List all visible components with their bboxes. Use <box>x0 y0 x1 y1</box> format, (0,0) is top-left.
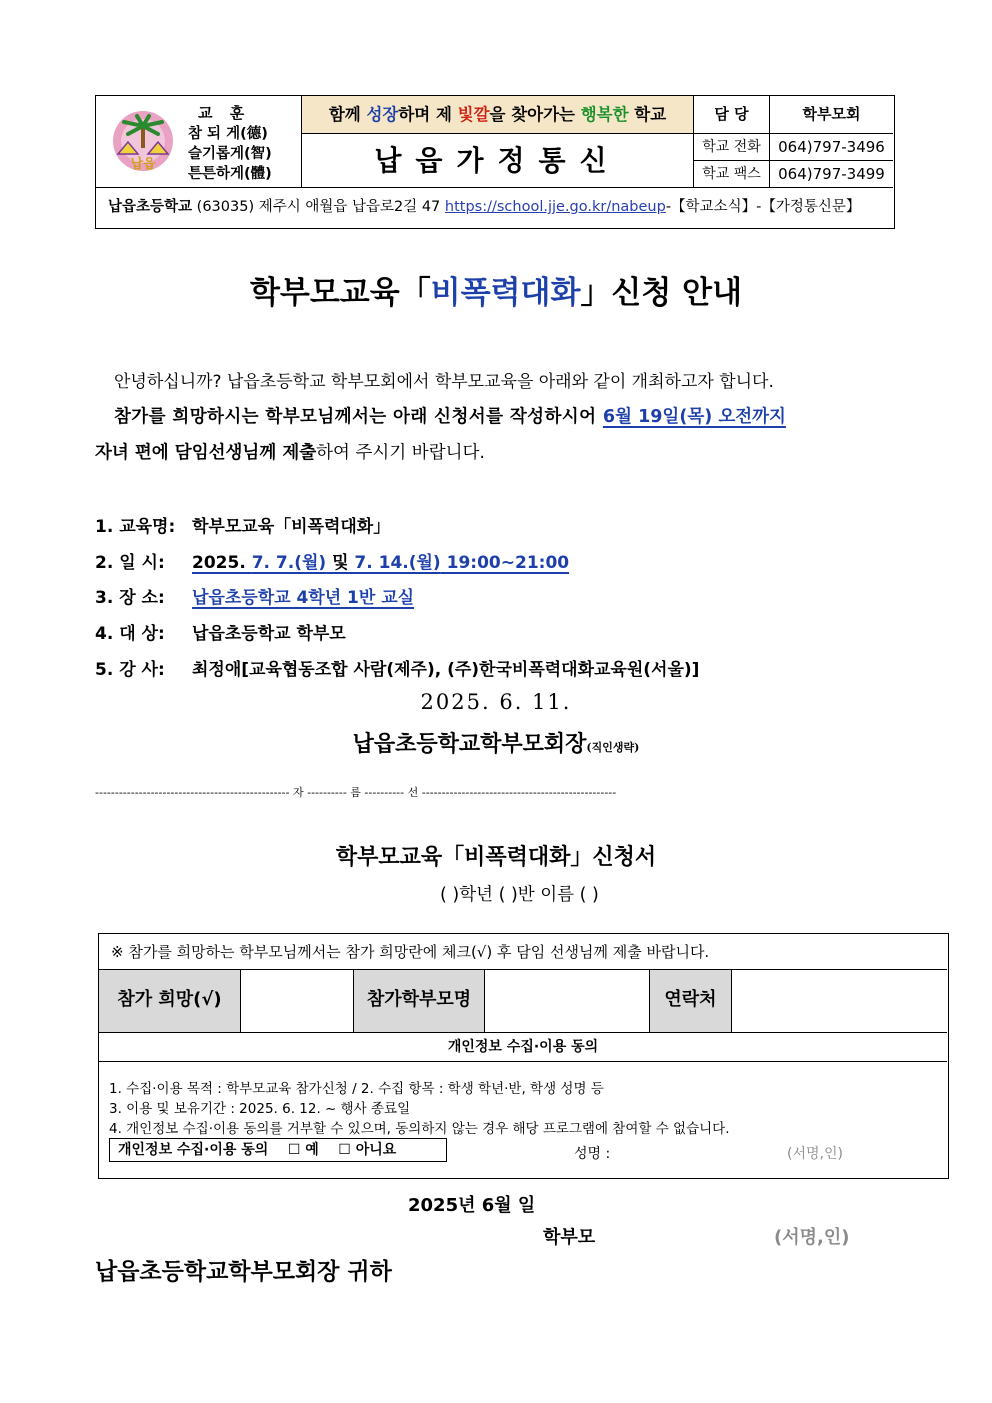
parent-signature-hint[interactable]: (서명,인) <box>774 1227 850 1248</box>
logo-text: 납읍 <box>130 157 156 172</box>
signature-label: 성명 : <box>574 1146 611 1162</box>
intro-line-1: 안녕하십니까? 납읍초등학교 학부모회에서 학부모교육을 아래와 같이 개최하고자 합니다. <box>114 372 774 392</box>
item-schedule: 2. 일 시:2025. 7. 7.(월) 및 7. 14.(월) 19:00~21:00 <box>95 553 570 573</box>
privacy-line: 4. 개인정보 수집·이용 동의를 거부할 수 있으며, 동의하지 않는 경우 해당 프로그램에 참여할 수 없습니다. <box>109 1121 730 1137</box>
url-suffix: -【학교소식】-【가정통신문】 <box>665 199 861 215</box>
contact-label: 연락처 <box>650 970 732 1032</box>
motto-title: 교 훈 <box>198 104 251 122</box>
item-course-name: 1. 교육명:학부모교육「비폭력대화」 <box>95 517 391 537</box>
item-location: 3. 장 소:납읍초등학교 4학년 1반 교실 <box>95 588 415 608</box>
phone-value: 064)797-3496 <box>778 138 885 156</box>
submit-date[interactable]: 2025년 6월 일 <box>408 1195 536 1216</box>
parent-name-field[interactable] <box>485 970 650 1032</box>
header-top <box>96 96 893 188</box>
staff-row <box>694 96 893 134</box>
privacy-title: 개인정보 수집·이용 동의 <box>99 1033 947 1062</box>
phone-row <box>694 134 893 161</box>
fax-value: 064)797-3499 <box>778 165 885 183</box>
item-target: 4. 대 상:납읍초등학교 학부모 <box>95 624 346 644</box>
participate-checkbox[interactable] <box>241 970 354 1032</box>
form-title: 학부모교육「비폭력대화」신청서 <box>335 845 657 870</box>
motto-cell <box>96 96 302 187</box>
newsletter-title: 납읍가정통신 <box>302 134 694 187</box>
intro-line-2: 참가를 희망하시는 학부모님께서는 아래 신청서를 작성하시어 6월 19일(목) 오전까지 <box>114 407 786 427</box>
school-address-bar <box>96 187 893 227</box>
motto-line: 참 되 게(德) <box>188 126 268 142</box>
page-title: 학부모교육「비폭력대화」신청 안내 <box>249 275 743 311</box>
privacy-line: 3. 이용 및 보유기간 : 2025. 6. 12. ~ 행사 종료일 <box>109 1101 411 1117</box>
consent-yes-checkbox[interactable]: ☐ 예 <box>287 1142 319 1158</box>
student-name-line[interactable]: ( )학년 ( )반 이름 ( ) <box>440 885 599 905</box>
school-url-link[interactable]: https://school.jje.go.kr/nabeup <box>444 199 666 215</box>
parent-name-label: 참가학부모명 <box>354 970 485 1032</box>
form-notice: ※ 참가를 희망하는 학부모님께서는 참가 희망란에 체크(√) 후 담임 선생님께 제출 바랍니다. <box>99 934 947 970</box>
application-table <box>98 933 949 1179</box>
school-logo <box>104 108 182 174</box>
phone-label: 학교 전화 <box>694 134 770 160</box>
title-highlight: 비폭력대화 <box>430 275 581 311</box>
staff-value: 학부모회 <box>802 105 861 123</box>
privacy-line: 1. 수집·이용 목적 : 학부모교육 참가신청 / 2. 수집 항목 : 학생 학년·반, 학생 성명 등 <box>109 1081 604 1097</box>
school-slogan: 함께 성장하며 제 빛깔을 찾아가는 행복한 학교 <box>302 96 694 134</box>
deadline: 6월 19일(목) 오전까지 <box>602 407 786 427</box>
intro-line-3: 자녀 편에 담임선생님께 제출하여 주시기 바랍니다. <box>95 443 485 463</box>
fax-row <box>694 161 893 187</box>
participate-label: 참가 희망(√) <box>99 970 241 1032</box>
newsletter-header <box>95 95 895 229</box>
school-address: (63035) 제주시 애월읍 납읍로2길 47 <box>192 199 445 215</box>
parent-label: 학부모 <box>543 1227 596 1248</box>
consent-box: 개인정보 수집·이용 동의 ☐ 예 ☐ 아니요 <box>109 1138 447 1162</box>
fax-label: 학교 팩스 <box>694 161 770 187</box>
addressee: 납읍초등학교학부모회장 귀하 <box>95 1259 392 1285</box>
issue-date: 2025. 6. 11. <box>420 690 572 714</box>
participation-row <box>99 970 947 1033</box>
motto-line: 슬기롭게(智) <box>188 146 272 162</box>
cut-line: ------------------------------------------------- 자 ---------- 름 ---------- 선 ------------------------------------------------- <box>95 786 617 799</box>
school-name: 납읍초등학교 <box>108 199 193 215</box>
motto-line: 튼튼하게(體) <box>188 166 272 182</box>
staff-label: 담 당 <box>694 96 770 133</box>
signer: 납읍초등학교학부모회장(직인생략) <box>352 731 640 757</box>
contact-field[interactable] <box>732 970 947 1032</box>
signature-hint[interactable]: (서명,인) <box>787 1146 843 1162</box>
item-instructor: 5. 강 사:최정애[교육협동조합 사람(제주), (주)한국비폭력대화교육원(서울)] <box>95 660 700 680</box>
consent-no-checkbox[interactable]: ☐ 아니요 <box>338 1142 397 1158</box>
